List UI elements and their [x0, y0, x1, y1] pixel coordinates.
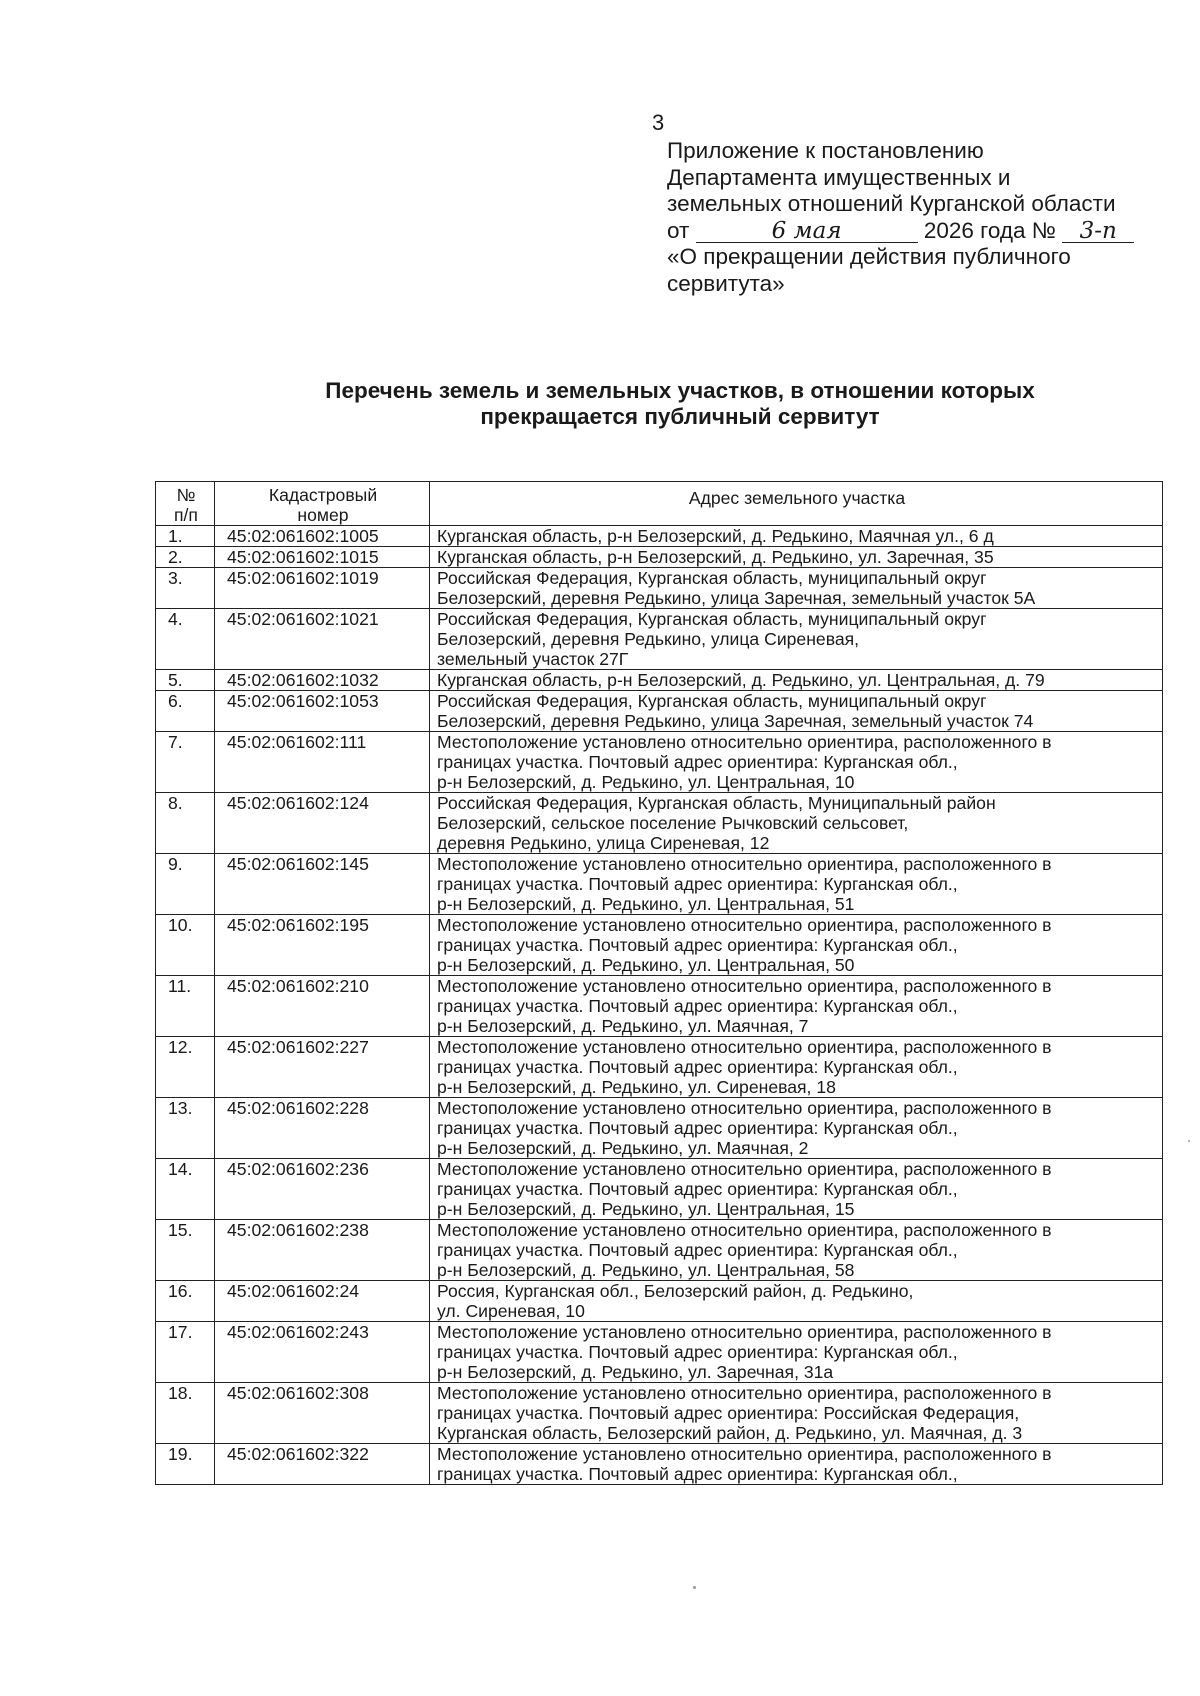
row-number: 11. — [156, 976, 215, 1037]
cadastral-number: 45:02:061602:111 — [215, 732, 430, 793]
appendix-line-3: земельных отношений Курганской области — [667, 191, 1116, 216]
table-row — [156, 1383, 1163, 1444]
row-number: 6. — [156, 691, 215, 732]
table-row — [156, 1159, 1163, 1220]
cadastral-number: 45:02:061602:195 — [215, 915, 430, 976]
row-number: 8. — [156, 793, 215, 854]
plot-address: Курганская область, р-н Белозерский, д. Редькино, ул. Центральная, д. 79 — [430, 670, 1163, 691]
appendix-line-1: Приложение к постановлению — [667, 138, 984, 163]
table-row — [156, 732, 1163, 793]
cadastral-number: 45:02:061602:210 — [215, 976, 430, 1037]
plot-address: Российская Федерация, Курганская область, муниципальный округ Белозерский, деревня Редькино, улица Сиреневая, земельный участок 27Г — [430, 609, 1163, 670]
land-plots-table — [155, 481, 1163, 1485]
plot-address: Местоположение установлено относительно ориентира, расположенного в границах участка. Почтовый адрес ориентира: Курганская обл., р-н Белозерский, д. Редькино, ул. Маячная, 2 — [430, 1098, 1163, 1159]
table-body — [156, 526, 1163, 1485]
table-row — [156, 547, 1163, 568]
appendix-line-2: Департамента имущественных и — [667, 164, 1011, 190]
row-number: 10. — [156, 915, 215, 976]
year-text: 2026 года № — [923, 217, 1056, 243]
plot-address: Местоположение установлено относительно ориентира, расположенного в границах участка. Почтовый адрес ориентира: Курганская обл., р-н Белозерский, д. Редькино, ул. Сиреневая, 18 — [430, 1037, 1163, 1098]
handwritten-date: 6 мая — [696, 220, 918, 243]
cadastral-number: 45:02:061602:1005 — [215, 526, 430, 547]
row-number: 7. — [156, 732, 215, 793]
plot-address: Местоположение установлено относительно ориентира, расположенного в границах участка. Почтовый адрес ориентира: Курганская обл., — [430, 1444, 1163, 1485]
cadastral-number: 45:02:061602:228 — [215, 1098, 430, 1159]
row-number: 1. — [156, 526, 215, 547]
cadastral-number: 45:02:061602:1021 — [215, 609, 430, 670]
scan-speck — [1188, 1140, 1190, 1142]
table-row — [156, 670, 1163, 691]
plot-address: Курганская область, р-н Белозерский, д. Редькино, ул. Заречная, 35 — [430, 547, 1163, 568]
plot-address: Местоположение установлено относительно ориентира, расположенного в границах участка. Почтовый адрес ориентира: Российская Федерация, Курганская область, Белозерский район, д. Редькино, ул. Маячная, д. 3 — [430, 1383, 1163, 1444]
row-number: 12. — [156, 1037, 215, 1098]
scan-speck — [693, 1586, 696, 1589]
plot-address: Местоположение установлено относительно ориентира, расположенного в границах участка. Почтовый адрес ориентира: Курганская обл., р-н Белозерский, д. Редькино, ул. Центральная, 58 — [430, 1220, 1163, 1281]
table-row — [156, 1098, 1163, 1159]
plot-address: Курганская область, р-н Белозерский, д. Редькино, Маячная ул., 6 д — [430, 526, 1163, 547]
page-number: 3 — [652, 110, 665, 135]
cadastral-number: 45:02:061602:1015 — [215, 547, 430, 568]
cadastral-number: 45:02:061602:24 — [215, 1281, 430, 1322]
row-number: 13. — [156, 1098, 215, 1159]
table-row — [156, 1037, 1163, 1098]
cadastral-number: 45:02:061602:243 — [215, 1322, 430, 1383]
row-number: 14. — [156, 1159, 215, 1220]
row-number: 9. — [156, 854, 215, 915]
header-cadastral: Кадастровый номер — [215, 482, 430, 526]
cadastral-number: 45:02:061602:236 — [215, 1159, 430, 1220]
plot-address: Российская Федерация, Курганская область, муниципальный округ Белозерский, деревня Редькино, улица Заречная, земельный участок 74 — [430, 691, 1163, 732]
row-number: 15. — [156, 1220, 215, 1281]
appendix-line-5: «О прекращении действия публичного — [667, 244, 1071, 269]
title-line-2: прекращается публичный сервитут — [480, 404, 880, 429]
cadastral-number: 45:02:061602:1053 — [215, 691, 430, 732]
cadastral-number: 45:02:061602:308 — [215, 1383, 430, 1444]
table-row — [156, 1444, 1163, 1485]
cadastral-number: 45:02:061602:322 — [215, 1444, 430, 1485]
row-number: 4. — [156, 609, 215, 670]
cadastral-number: 45:02:061602:124 — [215, 793, 430, 854]
from-label: от — [667, 217, 690, 243]
header-address: Адрес земельного участка — [430, 482, 1163, 526]
cadastral-number: 45:02:061602:1019 — [215, 568, 430, 609]
plot-address: Российская Федерация, Курганская область, Муниципальный район Белозерский, сельское поселение Рычковский сельсовет, деревня Редькино, улица Сиреневая, 12 — [430, 793, 1163, 854]
table-row — [156, 526, 1163, 547]
plot-address: Местоположение установлено относительно ориентира, расположенного в границах участка. Почтовый адрес ориентира: Курганская обл., р-н Белозерский, д. Редькино, ул. Центральная, 10 — [430, 732, 1163, 793]
table-row — [156, 691, 1163, 732]
table-row — [156, 1322, 1163, 1383]
document-title — [150, 378, 1200, 430]
row-number: 17. — [156, 1322, 215, 1383]
table-row — [156, 915, 1163, 976]
title-line-1: Перечень земель и земельных участков, в отношении которых — [325, 378, 1035, 403]
table-row — [156, 793, 1163, 854]
appendix-date-line — [667, 218, 1187, 245]
row-number: 2. — [156, 547, 215, 568]
appendix-line-6: сервитута» — [667, 270, 785, 296]
table-row — [156, 1220, 1163, 1281]
plot-address: Российская Федерация, Курганская область, муниципальный округ Белозерский, деревня Редькино, улица Заречная, земельный участок 5А — [430, 568, 1163, 609]
table-row — [156, 609, 1163, 670]
row-number: 18. — [156, 1383, 215, 1444]
header-num: № п/п — [156, 482, 215, 526]
cadastral-number: 45:02:061602:238 — [215, 1220, 430, 1281]
table-row — [156, 1281, 1163, 1322]
cadastral-number: 45:02:061602:1032 — [215, 670, 430, 691]
row-number: 3. — [156, 568, 215, 609]
table-header-row — [156, 482, 1163, 526]
plot-address: Россия, Курганская обл., Белозерский район, д. Редькино, ул. Сиреневая, 10 — [430, 1281, 1163, 1322]
cadastral-number: 45:02:061602:227 — [215, 1037, 430, 1098]
plot-address: Местоположение установлено относительно ориентира, расположенного в границах участка. Почтовый адрес ориентира: Курганская обл., р-н Белозерский, д. Редькино, ул. Заречная, 31а — [430, 1322, 1163, 1383]
plot-address: Местоположение установлено относительно ориентира, расположенного в границах участка. Почтовый адрес ориентира: Курганская обл., р-н Белозерский, д. Редькино, ул. Центральная, 51 — [430, 854, 1163, 915]
row-number: 19. — [156, 1444, 215, 1485]
table-row — [156, 568, 1163, 609]
row-number: 5. — [156, 670, 215, 691]
handwritten-number: 3-п — [1062, 220, 1134, 243]
plot-address: Местоположение установлено относительно ориентира, расположенного в границах участка. Почтовый адрес ориентира: Курганская обл., р-н Белозерский, д. Редькино, ул. Маячная, 7 — [430, 976, 1163, 1037]
cadastral-number: 45:02:061602:145 — [215, 854, 430, 915]
plot-address: Местоположение установлено относительно ориентира, расположенного в границах участка. Почтовый адрес ориентира: Курганская обл., р-н Белозерский, д. Редькино, ул. Центральная, 15 — [430, 1159, 1163, 1220]
plot-address: Местоположение установлено относительно ориентира, расположенного в границах участка. Почтовый адрес ориентира: Курганская обл., р-н Белозерский, д. Редькино, ул. Центральная, 50 — [430, 915, 1163, 976]
table-row — [156, 854, 1163, 915]
appendix-header — [667, 138, 1187, 297]
row-number: 16. — [156, 1281, 215, 1322]
table-row — [156, 976, 1163, 1037]
